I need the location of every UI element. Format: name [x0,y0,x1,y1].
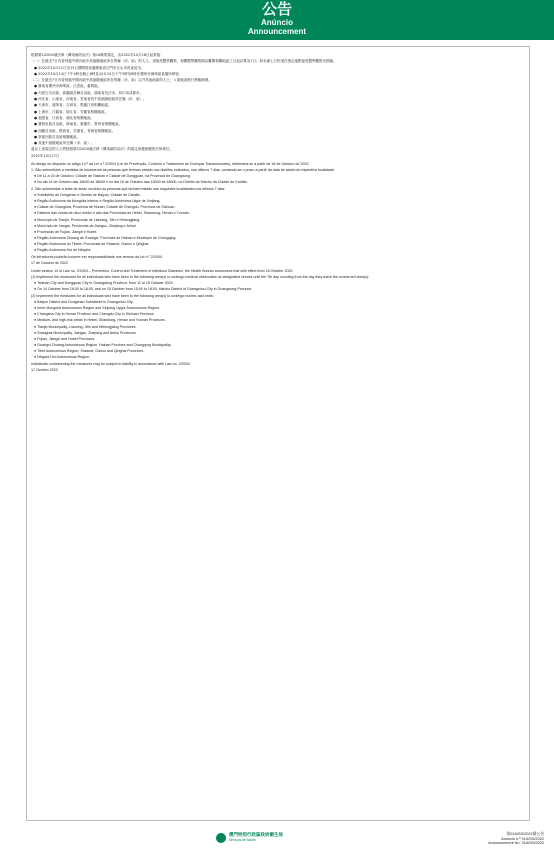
list-item: ● Região Autónoma do Tibete, Províncias de Shaanxi, Gansu e Qinghai. [34,242,150,247]
list-item: ● On 14 October from 16:00 to 18:00, and on 15 October from 15:00 to 18:00, Haizhu District of Guangzhou City in Guangdong Province. [34,287,253,292]
paragraph: 違反上述規定的人士將按照第2/2004號法律《傳染病防治法》的規定承擔相應的法律責任。 [31,147,173,152]
organisation-name-pt: Serviços de Saúde [229,838,256,842]
list-item: ● Changsha City in Hunan Province and Chengdu City in Sichuan Province. [34,312,155,317]
list-item: ● 寧夏回族自治區相關地區。 [34,134,81,139]
list-item: ● Províncias de Fujian, Jiangxi e Hubei. [34,229,98,234]
date-line: 2022年10月17日 [31,154,60,159]
paragraph: 根據第2/2004號法律《傳染病防治法》第14條的規定，由2022年10月18日起實施： [31,53,164,57]
date-line: 17 October 2022 [31,368,58,373]
list-item: ● Shanghai Municipality, Jiangsu, Zhejiang and Anhui Provinces. [34,330,137,335]
list-item: ● Distritos das zonas de risco médio e alto das Províncias de Hebei, Shandong, Henan e Yunnan. [34,211,190,216]
english-section [31,269,525,373]
list-item: ● 上海市、江蘇省、浙江省、安徽省相關地區。 [34,109,109,114]
list-item: ● 廣東省廣州市海珠區、白雲區、番禺區。 [34,84,102,89]
list-item: ● Medium- and high-risk areas in Hebei, Shandong, Henan and Yunnan Provinces. [34,318,166,323]
chinese-section [31,53,525,159]
list-item: ● Tibet Autonomous Region, Shaanxi, Gansu and Qinghai Provinces. [34,349,145,354]
paragraph: Ao abrigo do disposto no artigo 14.º da Lei n.º 2/2004 (Lei de Prevenção, Controlo e Tratamento de Doenças Transmissíveis), determina-se a partir de 18 de Outubro de 2022: [31,161,310,166]
list-item: ● 福建省、江西省、湖北省相關地區。 [34,115,95,120]
paragraph: （二）在最近7日內曾到過中國內地中高風險地區所在的縣（市、區）以外其他地區的人士，入境後須進行核酸檢測。 [31,78,212,83]
list-item: ● Município de Xangai, Províncias de Jiangsu, Zhejiang e Anhui. [34,223,137,228]
paragraph: Under section 14 of Law no. 2/2004 – Prevention, Control and Treatment of Infectious Diseases, the Health Bureau announces that with effect from 18 October 2022: [31,268,294,273]
paragraph: 2. São submetidas a teste de ácido nucleico as pessoas que tenham estado nas seguintes localidades nos últimos 7 dias: [31,186,226,191]
paragraph: （一）在最近7日內曾到過中國內地中高風險地區所在的縣（市、區）的人士，須接受醫學觀察，相關醫學觀察期由離開相關地區之日起計算為7日；如未滿七日的須在指定地點接受醫學觀察至期滿。 [31,59,337,64]
list-item: ● 廣西壯族自治區、海南省、重慶市、貴州省相關地區。 [34,122,123,127]
list-item: ● 河北省、山東省、河南省、雲南省的中高風險地區所在縣（市、區）。 [34,97,147,102]
list-item: ● Fujian, Jiangxi and Hubei Provinces. [34,336,96,341]
list-item: ● Município de Tianjin, Províncias de Liaoning, Jilin e Heilongjiang. [34,217,141,222]
list-item: ● 天津市、遼寧省、吉林省、黑龍江省相關地區。 [34,103,112,108]
reference-line: 第01A/SS/2022號公告 [506,832,544,836]
paragraph: Os infractores poderão incorrer em responsabilidade nos termos da Lei n.º 2/2004. [31,254,163,259]
title-pt: Anúncio [261,18,293,27]
footer [0,830,554,852]
list-item: ● 西藏自治區、陝西省、甘肅省、青海省相關地區。 [34,128,116,133]
government-emblem-icon [216,833,226,843]
list-item: ● Baiyun District and Dongzhan Subdistrict in Guangzhou City. [34,299,134,304]
announcement-header [0,0,554,40]
list-item: ● 2022年10月11日至15日期間曾到過廣東省江門市台山市或東莞市。 [34,65,145,70]
list-item: ● Região Autónoma da Mongólia Interior e Região Autónoma Uigur de Xinjiang. [34,198,161,203]
list-item: ● Região Autónoma Hui de Ningxia. [34,248,92,253]
paragraph: 1. São submetidos a medidas de isolamento as pessoas que tenham estado nos distritos indicados, nos últimos 7 dias, contando-se o prazo a partir da data de saída da respectiva localidade: [31,168,336,173]
list-item: ● 其他中風險地區所在縣（市、區）。 [34,141,95,146]
list-item: ● Ningxia Hui Autonomous Region. [34,355,90,360]
list-item: ● 內蒙古自治區、新疆維吾爾自治區、湖南省長沙市、四川省成都市。 [34,90,144,95]
paragraph: (2) Implement the measures for all individuals who have been to the following area(s) to undergo nucleic acid tests: [31,293,214,298]
list-item: ● No dia 14 de Outubro das 16h00 às 18h00 e no dia 15 de Outubro das 15h00 às 18h00, no Distrito de Haizhu da Cidade de Cantão. [34,180,248,185]
paragraph: Individuals contravening the measures may be subject to liability in accordance with Law no. 2/2004. [31,361,191,366]
list-item: ● Tianjin Municipality, Liaoning, Jilin and Heilongjiang Provinces. [34,324,137,329]
paragraph: (1) Implement the measures for all individuals who have been to the following area(s) to undergo medical observation at designated venues until the 7th day counting from the day they leave the concerned area(s): [31,275,370,280]
list-item: ● Guangxi Zhuang Autonomous Region, Hainan Province and Chongqing Municipality. [34,343,172,348]
organisation-name-zh: 澳門特別行政區政府衛生局 [229,832,283,837]
date-line: 17 de Outubro de 2022 [31,261,68,266]
reference-line: Announcement No. 01A/SS/2022 [488,841,544,846]
reference-number [488,832,544,846]
list-item: ● Região Autónoma Zhuang de Guangxi, Província de Hainan e Município de Chongqing. [34,236,177,241]
title-zh: 公告 [261,1,292,18]
list-item: ● Inner Mongolia Autonomous Region and Xinjiang Uygur Autonomous Region. [34,305,161,310]
reference-line: Anúncio n.º 01A/SS/2022 [501,836,544,841]
list-item: ● Cidade de Changsha, Província de Hunan; Cidade de Chengdu, Província de Sichuan. [34,205,176,210]
portuguese-section [31,162,525,266]
list-item: ● Subdistrito de Dongzhan e Distrito de Baiyun, Cidade de Cantão. [34,192,141,197]
list-item: ● 2022年10月14日下午4時至晚上6時及10月15日下午3時至6時在廣州市海珠區某場所停留。 [34,71,183,76]
title-en: Announcement [247,27,307,36]
list-item: ● Taishan City and Dongguan City in Guangdong Province, from 11 to 15 October 2022. [34,281,174,286]
announcement-body [26,46,530,821]
list-item: ● De 11 a 15 de Outubro: Cidade de Taishan e Cidade de Dongguan, na Província de Guangdong. [34,174,191,179]
